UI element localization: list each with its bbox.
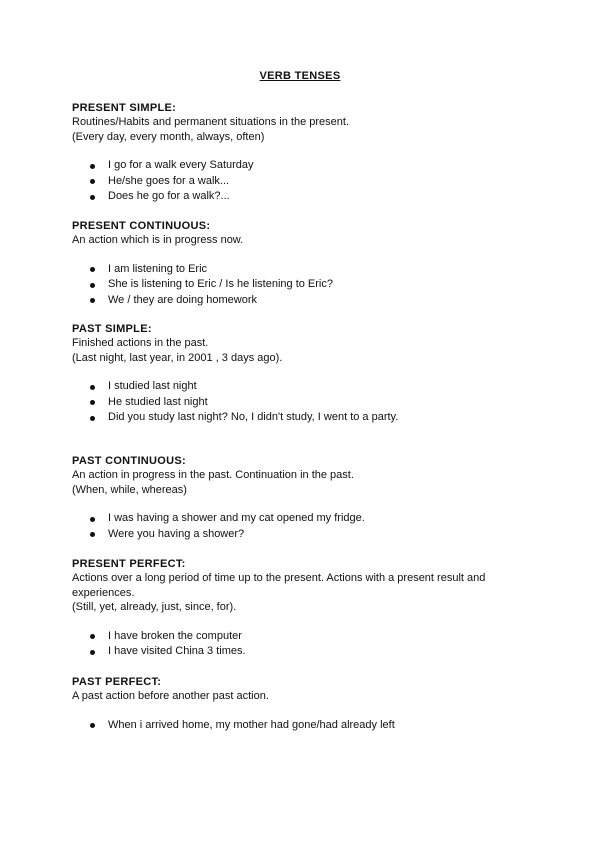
list-item: Does he go for a walk?... [72, 189, 542, 205]
example-list [72, 379, 542, 426]
section-description: An action in progress in the past. Continuation in the past. [72, 469, 354, 481]
bullet-icon [90, 283, 95, 288]
bullet-icon [90, 650, 95, 655]
bullet-icon [90, 298, 95, 303]
section-description: (Every day, every month, always, often) [72, 130, 265, 143]
section-past-simple [72, 322, 542, 426]
section-description: (Last night, last year, in 2001 , 3 days ago). [72, 351, 283, 364]
section-heading: PAST CONTINUOUS: [72, 455, 186, 467]
list-item: I was having a shower and my cat opened my fridge. [72, 511, 542, 527]
list-item: Were you having a shower? [72, 527, 542, 543]
section-description: Actions over a long period of time up to the present. Actions with a present result and experiences. [72, 572, 486, 599]
list-item: I go for a walk every Saturday [72, 158, 542, 174]
section-present-perfect [72, 557, 542, 660]
section-description: An action which is in progress now. [72, 234, 244, 246]
section-heading: PRESENT CONTINUOUS: [72, 220, 211, 232]
bullet-icon [90, 532, 95, 537]
list-item: I studied last night [72, 379, 542, 395]
bullet-icon [90, 723, 95, 728]
section-present-simple [72, 101, 542, 205]
section-heading: PRESENT SIMPLE: [72, 102, 177, 114]
section-past-perfect [72, 675, 542, 733]
list-item: He studied last night [72, 395, 542, 411]
list-item: When i arrived home, my mother had gone/had already left [72, 718, 542, 734]
bullet-icon [90, 179, 95, 184]
section-heading: PAST PERFECT: [72, 676, 162, 688]
list-item: Did you study last night? No, I didn't study, I went to a party. [72, 410, 542, 426]
example-list [72, 718, 542, 734]
example-list [72, 511, 542, 542]
document-title: VERB TENSES [259, 70, 341, 82]
bullet-icon [90, 195, 95, 200]
section-heading: PAST SIMPLE: [72, 323, 152, 335]
list-item: She is listening to Eric / Is he listening to Eric? [72, 277, 542, 293]
list-item: I have broken the computer [72, 629, 542, 645]
section-description: (When, while, whereas) [72, 483, 187, 496]
section-description: (Still, yet, already, just, since, for). [72, 601, 237, 613]
list-item: He/she goes for a walk... [72, 174, 542, 190]
example-list [72, 158, 542, 205]
bullet-icon [90, 416, 95, 421]
bullet-icon [90, 634, 95, 639]
list-item: We / they are doing homework [72, 293, 542, 309]
section-heading: PRESENT PERFECT: [72, 558, 186, 570]
list-item: I am listening to Eric [72, 262, 542, 278]
section-description: Finished actions in the past. [72, 337, 209, 349]
bullet-icon [90, 400, 95, 405]
section-description: Routines/Habits and permanent situations in the present. [72, 116, 349, 128]
bullet-icon [90, 517, 95, 522]
list-item: I have visited China 3 times. [72, 644, 542, 660]
bullet-icon [90, 385, 95, 390]
section-present-continuous [72, 219, 542, 308]
bullet-icon [90, 164, 95, 169]
example-list [72, 262, 542, 309]
example-list [72, 629, 542, 660]
section-description: A past action before another past action. [72, 690, 269, 702]
section-past-continuous [72, 454, 542, 542]
bullet-icon [90, 267, 95, 272]
